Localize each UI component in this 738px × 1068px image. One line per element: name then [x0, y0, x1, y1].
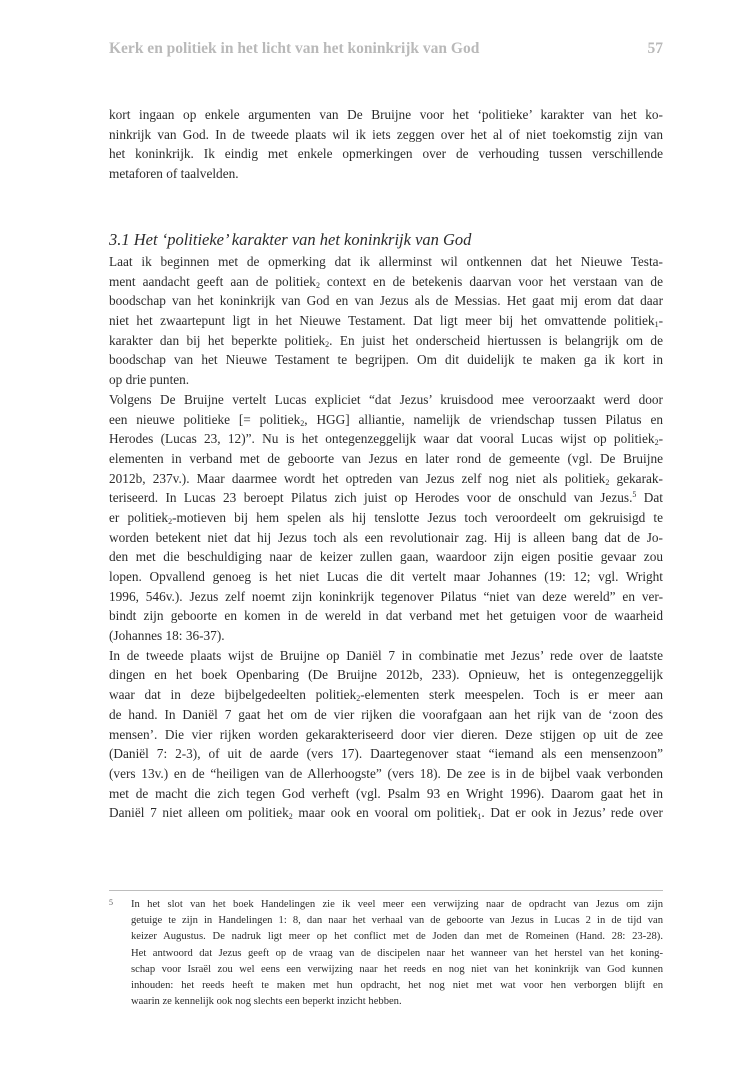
footnote-reference[interactable]: 5	[632, 490, 637, 500]
text-segment: maar ook en vooral om politiek	[292, 805, 478, 821]
text-line: getuige te zijn in Handelingen 1: 8, dan naar het verhaal van de geboorte van Jezus in Lucas 2 in de tijd van	[131, 915, 663, 927]
section-heading: 3.1 Het ‘politieke’ karakter van het koninkrijk van God	[109, 230, 472, 249]
text-line: Volgens De Bruijne vertelt Lucas expliciet “dat Jezus’ kruisdood mee veroorzaakt werd door	[109, 391, 663, 407]
text-line: In het slot van het boek Handelingen zie ik veel meer een verwijzing naar de opdracht van Jezus om zijn	[131, 899, 663, 910]
footnote-text	[131, 897, 663, 1010]
text-line	[109, 508, 663, 528]
subscript: 2	[654, 438, 659, 448]
text-line	[109, 469, 663, 489]
text-segment: waar dat in deze bijbelgedeelten politiek	[109, 687, 357, 703]
text-segment: Daniël 7 niet alleen om politiek	[109, 805, 289, 821]
text-line: op drie punten.	[109, 372, 190, 388]
text-line: de hand. In Daniël 7 gaat het om de vier rijken die voorafgaan aan het rijk van de ‘zoon des	[109, 706, 663, 722]
running-title: Kerk en politiek in het licht van het koninkrijk van God	[109, 40, 480, 57]
text-line	[109, 488, 663, 508]
intro-paragraph	[109, 105, 663, 184]
text-line: (Daniël 7: 2-3), of uit de aarde (vers 17). Daartegenover staat “iemand als een mensenzoon”	[109, 746, 663, 762]
text-line: In de tweede plaats wijst de Bruijne op Daniël 7 in combinatie met Jezus’ rede over de laatste	[109, 647, 663, 663]
paragraph	[109, 390, 663, 646]
text-segment: teriseerd. In Lucas 23 beroept Pilatus zich juist op Herodes voor de onschuld van Jezus.	[109, 490, 633, 506]
subscript: 2	[300, 418, 305, 428]
text-line: (Johannes 18: 36-37).	[109, 628, 225, 644]
text-line: schap voor Israël zou wel eens een verwijzing naar het reeds en nog niet van het koninkrijk van God kunnen	[131, 963, 663, 975]
text-line: metaforen of taalvelden.	[109, 166, 239, 182]
text-segment: Dat	[636, 490, 663, 506]
text-segment: een nieuwe politieke [= politiek	[109, 411, 301, 427]
text-segment: gekarak-	[609, 470, 663, 486]
text-line	[109, 311, 663, 331]
subscript: 2	[315, 280, 320, 290]
text-segment: context en de betekenis daarvan voor het verstaan van de	[319, 273, 663, 289]
text-line	[109, 331, 663, 351]
text-line: Het antwoord dat Jezus geeft op de vraag van de discipelen naar het wanneer van het herstel van het koning-	[131, 947, 663, 959]
section-body	[109, 252, 663, 823]
text-segment: . En juist het onderscheid hiertussen is belangrijk om de	[329, 332, 663, 348]
subscript: 2	[168, 516, 173, 526]
subscript: 2	[325, 339, 330, 349]
subscript: 2	[356, 694, 361, 704]
subscript: 2	[288, 812, 293, 822]
text-segment: , HGG] alliantie, namelijk de vriendschap tussen Pilatus en	[304, 411, 663, 427]
text-line: elementen in verband met de geboorte van Jezus en later rond de gemeente (vgl. De Bruijne	[109, 450, 663, 466]
text-line	[109, 429, 663, 449]
text-line: boodschap van het koninkrijk van God en van Jezus als de Messias. Het gaat mij erom dat daar	[109, 293, 663, 309]
footnote-divider	[109, 890, 663, 891]
text-line	[109, 803, 663, 823]
text-line: den met die beschuldiging naar de keizer zullen gaan, waardoor zijn eigen positie gevaar zou	[109, 549, 663, 565]
text-segment: niet het zwaartepunt ligt in het Nieuwe Testament. Dat ligt meer bij het omvattende politiek	[109, 313, 655, 329]
text-line: met de macht die zich tegen God verheft (vgl. Psalm 93 en Wright 1996). Daarom gaat het in	[109, 785, 663, 801]
paragraph	[109, 646, 663, 823]
text-segment: 2012b, 237v.). Maar daarmee wordt het optreden van Jezus zelf nog niet als politiek	[109, 470, 606, 486]
text-line	[109, 685, 663, 705]
text-segment: karakter dan bij het beperkte politiek	[109, 332, 326, 348]
paragraph	[109, 252, 663, 390]
text-segment: -	[658, 313, 663, 329]
text-line: dingen en het boek Openbaring (De Bruijne 2012b, 233). Opnieuw, het is ontegenzeggelijk	[109, 667, 663, 683]
text-segment: Herodes (Lucas 23, 12)”. Nu is het ontegenzeggelijk waar dat vooral Lucas wijst op politiek	[109, 431, 655, 447]
running-header	[109, 40, 663, 62]
text-segment: ment aandacht geeft aan de politiek	[109, 273, 316, 289]
text-line	[109, 272, 663, 292]
text-line: worden betekent niet dat hij Jezus toch als een revolutionair zag. Hij is alleen bang dat de Jo-	[109, 529, 663, 545]
text-segment: er politiek	[109, 509, 169, 525]
text-line: ninkrijk van God. In de tweede plaats wil ik iets zeggen over het al of niet toekomstig zijn van	[109, 126, 663, 142]
text-line: inhouden: het reeds heeft te maken met hun opdracht, het nog niet met wat voor hen verborgen blijft en	[131, 979, 663, 991]
text-line: keizer Augustus. De nadruk ligt meer op het conflict met de Joden dan met de Romeinen (Hand. 28: 23-28).	[131, 931, 663, 943]
text-segment: -motieven bij hem spelen als hij tenslotte Jezus toch veroordeelt om gekruisigd te	[172, 509, 663, 525]
text-segment: -elementen sterk meespelen. Toch is er meer aan	[360, 687, 664, 703]
text-line: mensen’. Die vier rijken worden gekarakteriseerd door vier dieren. Deze stijgen op uit de zee	[109, 726, 663, 742]
text-line: kort ingaan op enkele argumenten van De Bruijne voor het ‘politieke’ karakter van het ko-	[109, 107, 663, 122]
text-line: Laat ik beginnen met de opmerking dat ik allerminst wil ontkennen dat het Nieuwe Testa-	[109, 254, 663, 269]
text-line	[109, 410, 663, 430]
text-line: bindt zijn geboorte en komen in de wereld in dat verband met het getuigen voor de waarheid	[109, 608, 663, 624]
text-line: boodschap van het Nieuwe Testament te begrijpen. Om dit duidelijk te maken ga ik kort in	[109, 352, 663, 368]
subscript: 1	[477, 812, 482, 822]
footnote-number: 5	[109, 898, 113, 907]
text-line: waarin ze kennelijk ook nog slechts een beperkt inzicht hebben.	[131, 996, 402, 1008]
text-segment: -	[658, 431, 663, 447]
text-line: het koninkrijk. Ik eindig met enkele opmerkingen over de verhouding tussen verschillende	[109, 146, 663, 162]
text-line: (vers 13v.) en de “heiligen van de Allerhoogste” (vers 18). De zee is in de bijbel vaak verbonden	[109, 765, 663, 781]
subscript: 1	[654, 320, 659, 330]
text-segment: . Dat er ook in Jezus’ rede over	[481, 805, 663, 821]
text-line: lopen. Opvallend genoeg is het niet Lucas die dit vertelt maar Johannes (19: 12; vgl. Wright	[109, 569, 663, 584]
page-number: 57	[647, 40, 663, 57]
subscript: 2	[605, 477, 610, 487]
text-line: 1996, 546v.). Jezus zelf noemt zijn koninkrijk tegenover Pilatus “niet van deze wereld” en ver-	[109, 588, 663, 604]
